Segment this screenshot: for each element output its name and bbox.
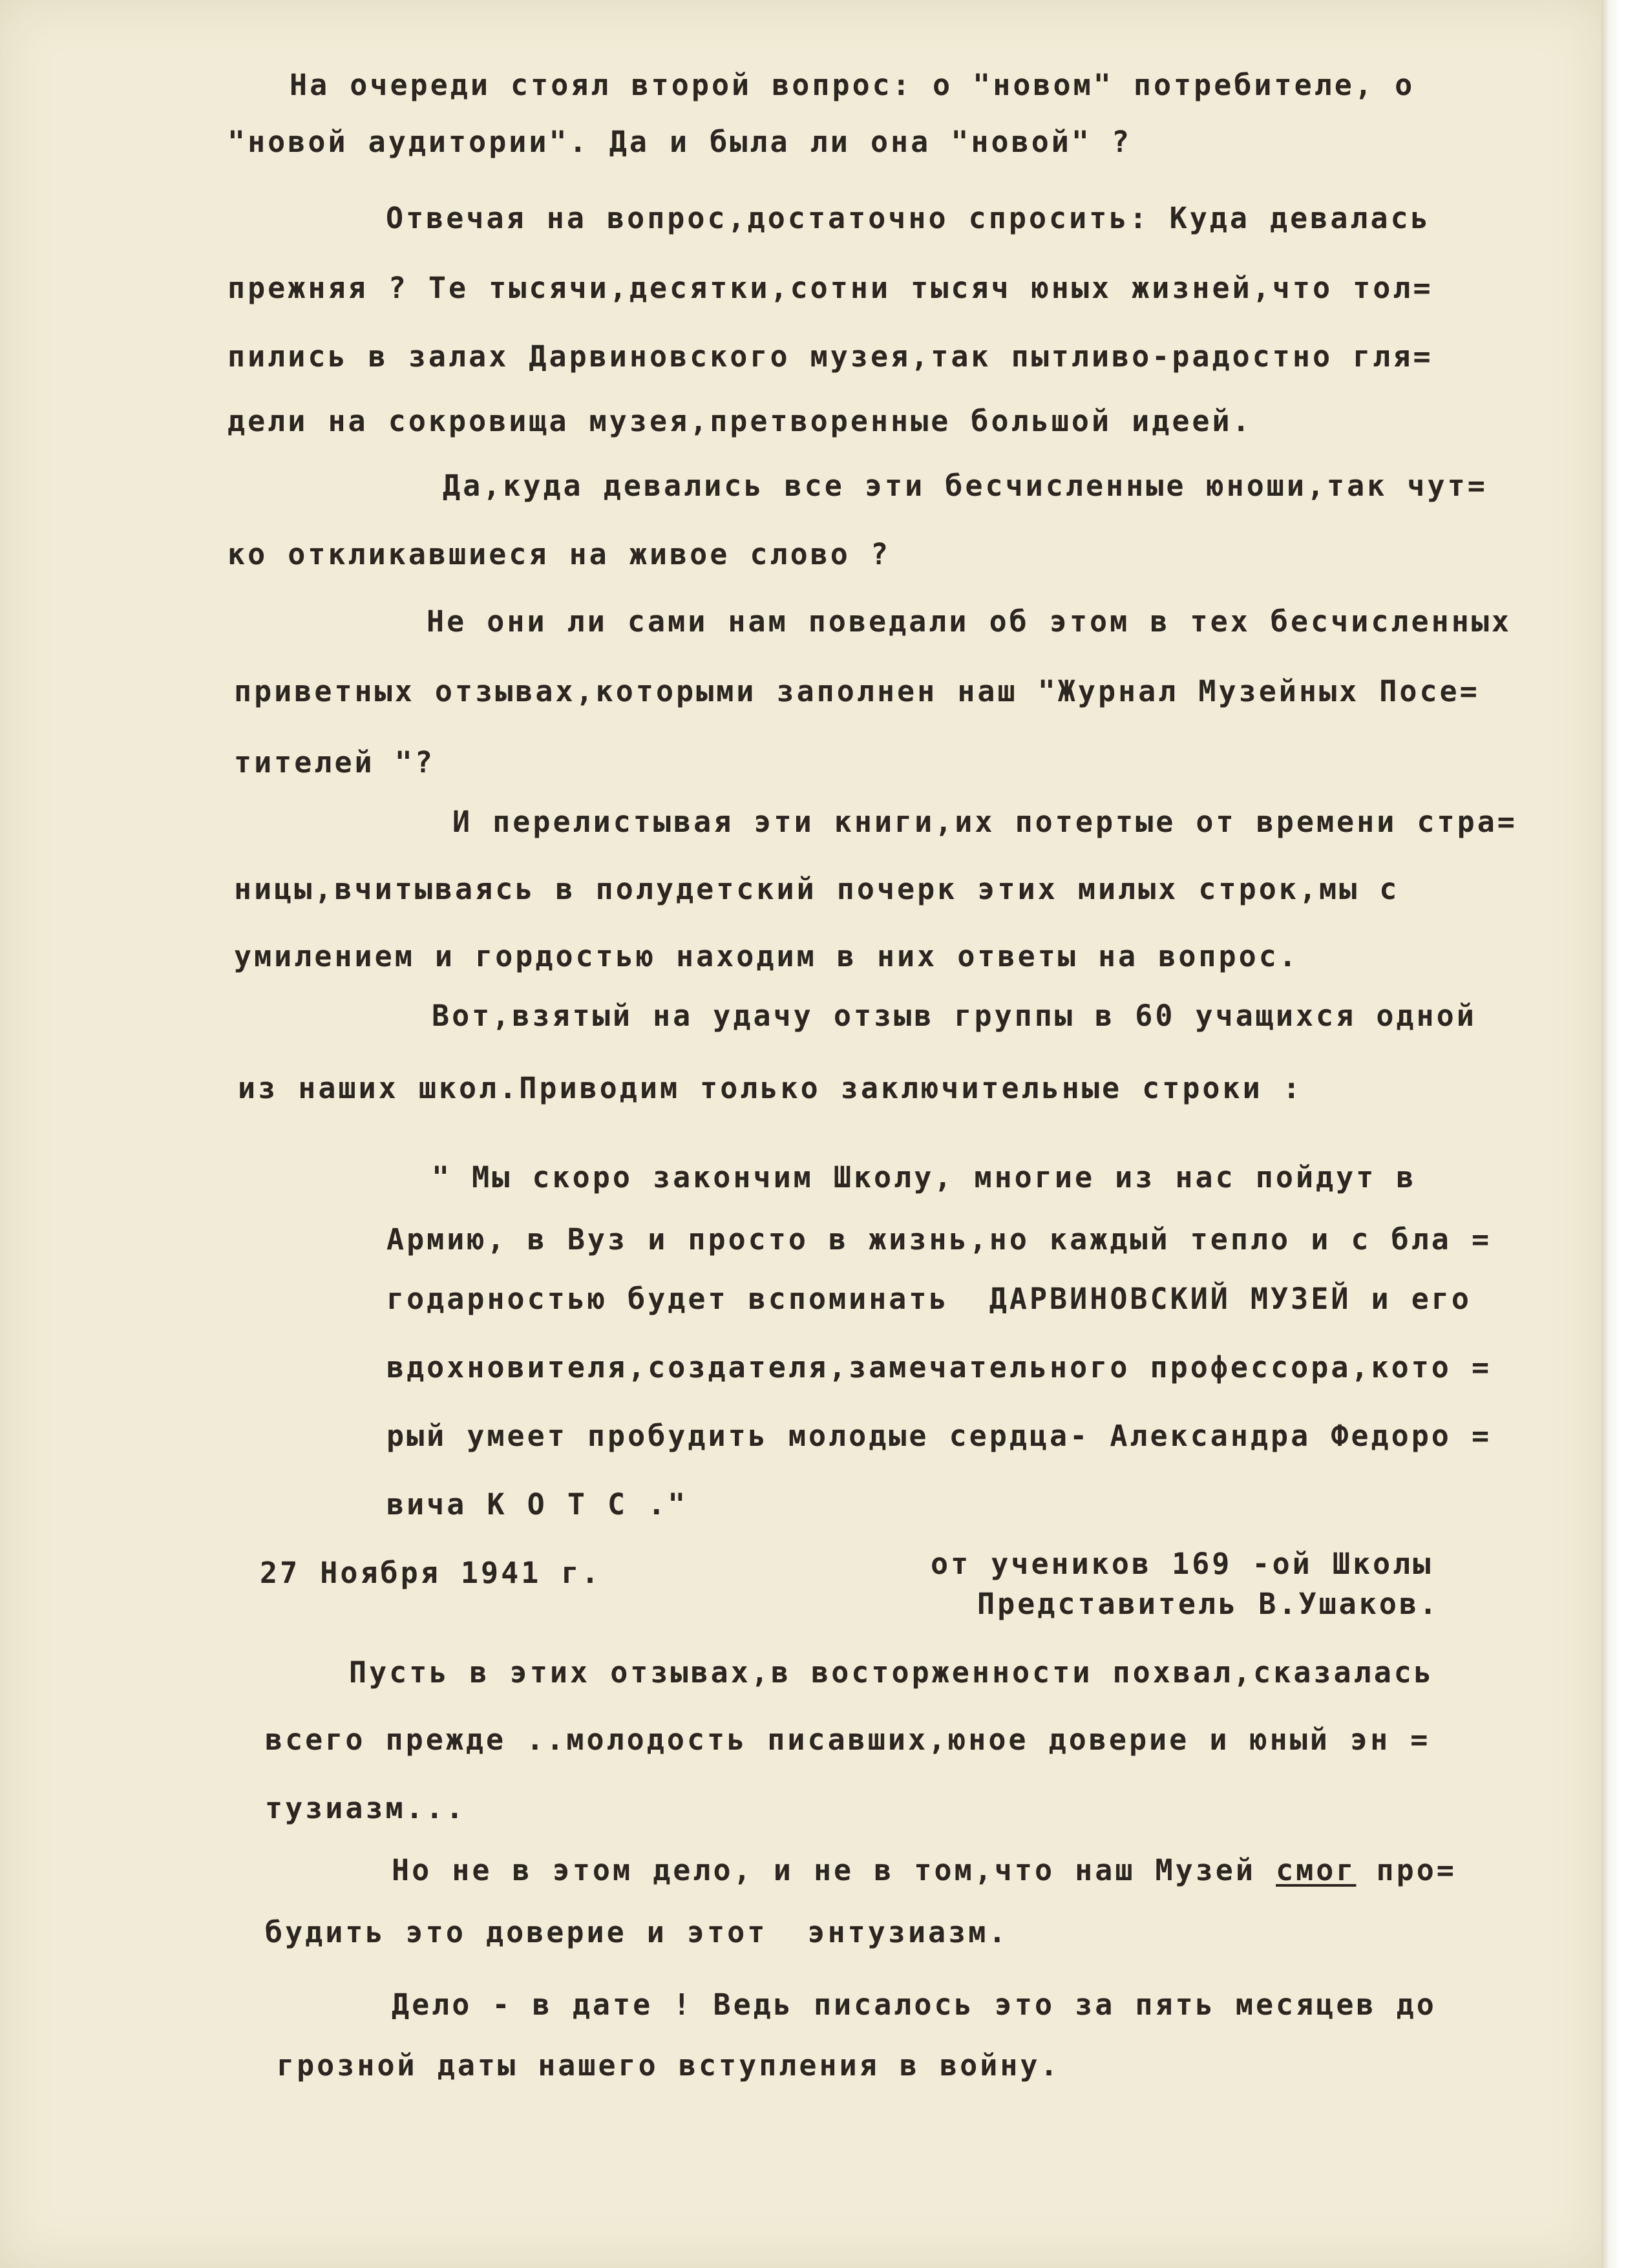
text-line: грозной даты нашего вступления в войну.: [277, 2048, 1061, 2083]
signature-representative: Представитель В.Ушаков.: [977, 1587, 1440, 1621]
text-line: Вот,взятый на удачу отзыв группы в 60 учащихся одной: [432, 999, 1477, 1033]
text-line: тузиазм...: [265, 1791, 466, 1825]
quote-line: Армию, в Вуз и просто в жизнь,но каждый тепло и с бла =: [386, 1222, 1492, 1256]
text-line: дели на сокровища музея,претворенные большой идеей.: [227, 404, 1252, 438]
underlined-word: смог: [1276, 1853, 1357, 1887]
quote-line: годарностью будет вспоминать ДАРВИНОВСКИЙ МУЗЕЙ и его: [386, 1282, 1472, 1316]
quote-line: вича К О Т С .": [386, 1487, 688, 1521]
quote-line: рый умеет пробудить молодые сердца- Александра Федоро =: [386, 1419, 1492, 1453]
text-line: Да,куда девались все эти бесчисленные юноши,так чут=: [443, 469, 1488, 503]
text-line: умилением и гордостью находим в них ответы на вопрос.: [234, 939, 1299, 973]
text-line: приветных отзывах,которыми заполнен наш "Журнал Музейных Посе=: [234, 674, 1480, 708]
quote-line: " Мы скоро закончим Школу, многие из нас пойдут в: [432, 1160, 1417, 1194]
text-line: ницы,вчитываясь в полудетский почерк этих милых строк,мы с: [234, 872, 1400, 906]
text-segment: Но не в этом дело, и не в том,что наш Музей: [392, 1853, 1276, 1887]
text-line: И перелистывая эти книги,их потертые от времени стра=: [452, 805, 1517, 839]
signature-from: от учеников 169 -ой Школы: [931, 1547, 1433, 1581]
text-line: "новой аудитории". Да и была ли она "новой" ?: [227, 125, 1132, 159]
text-line: прежняя ? Те тысячи,десятки,сотни тысяч юных жизней,что тол=: [227, 271, 1433, 305]
text-line: На очереди стоял второй вопрос: о "новом" потребителе, о: [290, 68, 1415, 102]
text-line: Не они ли сами нам поведали об этом в тех бесчисленных: [427, 604, 1512, 639]
quote-line: вдохновителя,создателя,замечательного профессора,кото =: [386, 1350, 1492, 1384]
text-line: из наших школ.Приводим только заключительные строки :: [238, 1071, 1303, 1105]
paper-edge: [1601, 0, 1648, 2268]
text-line: пились в залах Дарвиновского музея,так пытливо-радостно гля=: [227, 339, 1433, 374]
text-line: Отвечая на вопрос,достаточно спросить: Куда девалась: [386, 201, 1431, 235]
text-line: всего прежде ..молодость писавших,юное доверие и юный эн =: [265, 1722, 1431, 1757]
text-line: будить это доверие и этот энтузиазм.: [265, 1915, 1009, 1949]
text-line: ко откликавшиеся на живое слово ?: [227, 537, 891, 571]
text-line: Дело - в дате ! Ведь писалось это за пять месяцев до: [392, 1987, 1437, 2022]
signature-date: 27 Ноября 1941 г.: [260, 1556, 602, 1590]
text-segment: про=: [1356, 1853, 1457, 1887]
text-line: [392, 1851, 1457, 1890]
text-line: Пусть в этих отзывах,в восторженности похвал,сказалась: [349, 1655, 1434, 1690]
text-line: тителей "?: [234, 745, 435, 779]
